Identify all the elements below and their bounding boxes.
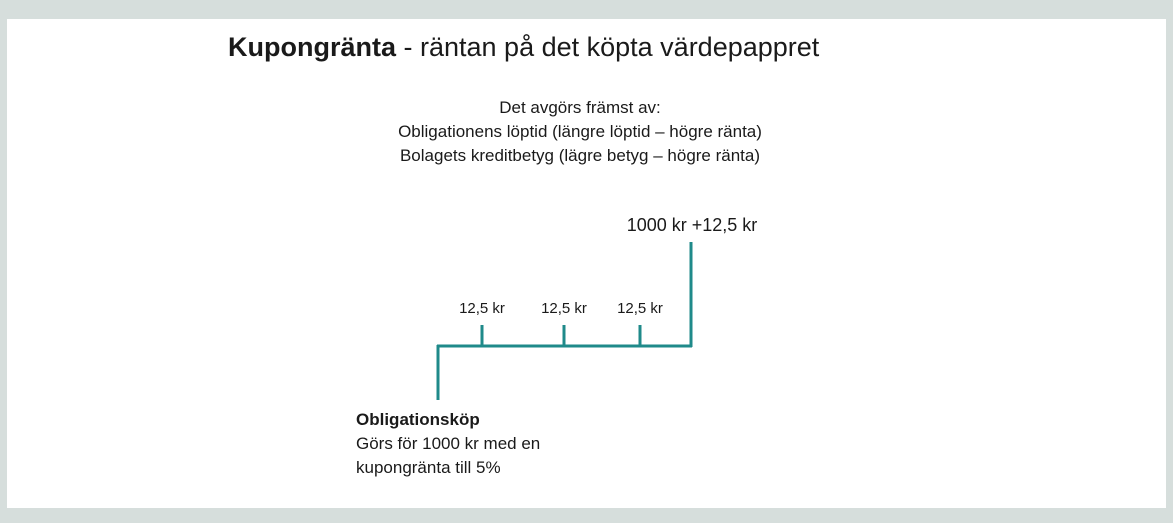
coupon-label-1: 12,5 kr [459, 300, 505, 317]
factor-maturity: Obligationens löptid (längre löptid – högre ränta) [398, 122, 762, 141]
purchase-line-1: Görs för 1000 kr med en [356, 434, 541, 453]
factors-intro: Det avgörs främst av: [499, 98, 661, 117]
title-term: Kupongränta [228, 32, 396, 62]
purchase-description [356, 408, 540, 480]
purchase-line-2: kupongränta till 5% [356, 458, 501, 477]
coupon-label-3: 12,5 kr [617, 300, 663, 317]
title-definition: - räntan på det köpta värdepappret [396, 32, 820, 62]
coupon-label-2: 12,5 kr [541, 300, 587, 317]
purchase-heading: Obligationsköp [356, 410, 480, 429]
factor-credit-rating: Bolagets kreditbetyg (lägre betyg – högre ränta) [399, 146, 761, 165]
final-payment-label: 1000 kr +12,5 kr [626, 215, 758, 235]
